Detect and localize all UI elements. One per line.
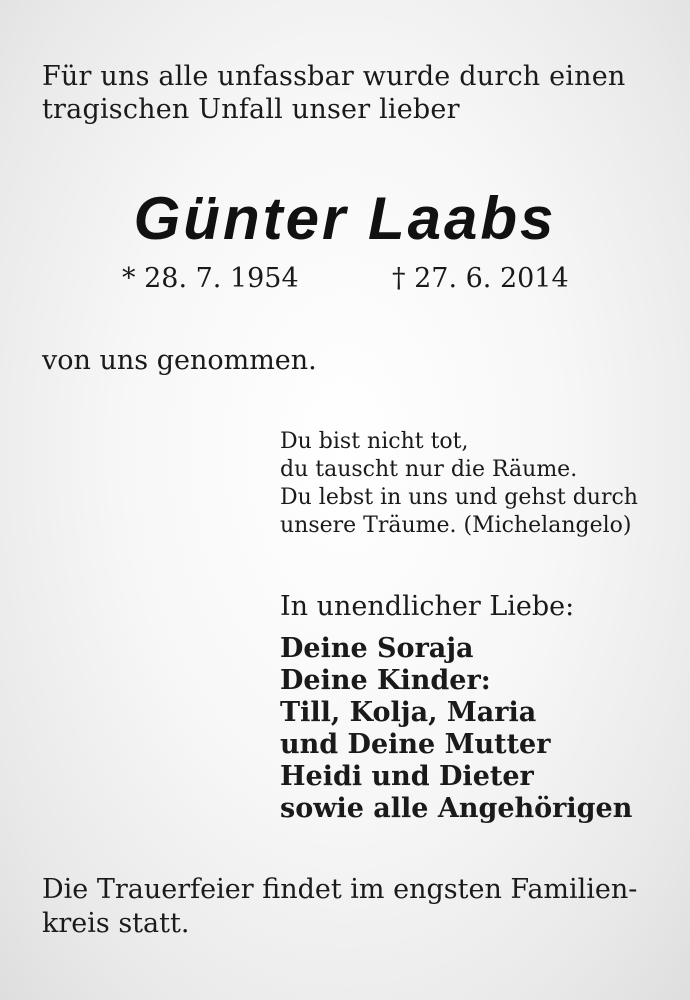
poem-line: Du bist nicht tot, — [280, 429, 469, 454]
birth-date: * 28. 7. 1954 — [122, 263, 299, 294]
mourner-name: sowie alle Angehörigen — [280, 793, 633, 824]
poem-quote — [280, 428, 638, 540]
mourners-intro: In unendlicher Liebe: — [280, 591, 575, 622]
mourner-name: Deine Kinder: — [280, 665, 491, 696]
poem-line: Du lebst in uns und gehst durch — [280, 485, 638, 510]
intro-text — [42, 60, 626, 126]
intro-line: Für uns alle unfassbar wurde durch einen — [42, 61, 626, 92]
mourner-name: Till, Kolja, Maria — [280, 697, 537, 728]
mourner-name: Heidi und Dieter — [280, 761, 534, 792]
deceased-name: Günter Laabs — [133, 185, 557, 252]
funeral-line: kreis statt. — [42, 908, 190, 939]
death-date: † 27. 6. 2014 — [392, 263, 569, 294]
funeral-line: Die Trauerfeier findet im engsten Familien- — [42, 874, 638, 905]
mourner-name: und Deine Mutter — [280, 729, 551, 760]
poem-line: du tauscht nur die Räume. — [280, 457, 578, 482]
taken-text: von uns genommen. — [42, 345, 317, 376]
mourners-list — [280, 633, 632, 825]
funeral-notice — [42, 873, 637, 941]
poem-line: unsere Träume. (Michelangelo) — [280, 513, 632, 538]
mourner-name: Deine Soraja — [280, 633, 474, 664]
intro-line: tragischen Unfall unser lieber — [42, 94, 460, 125]
